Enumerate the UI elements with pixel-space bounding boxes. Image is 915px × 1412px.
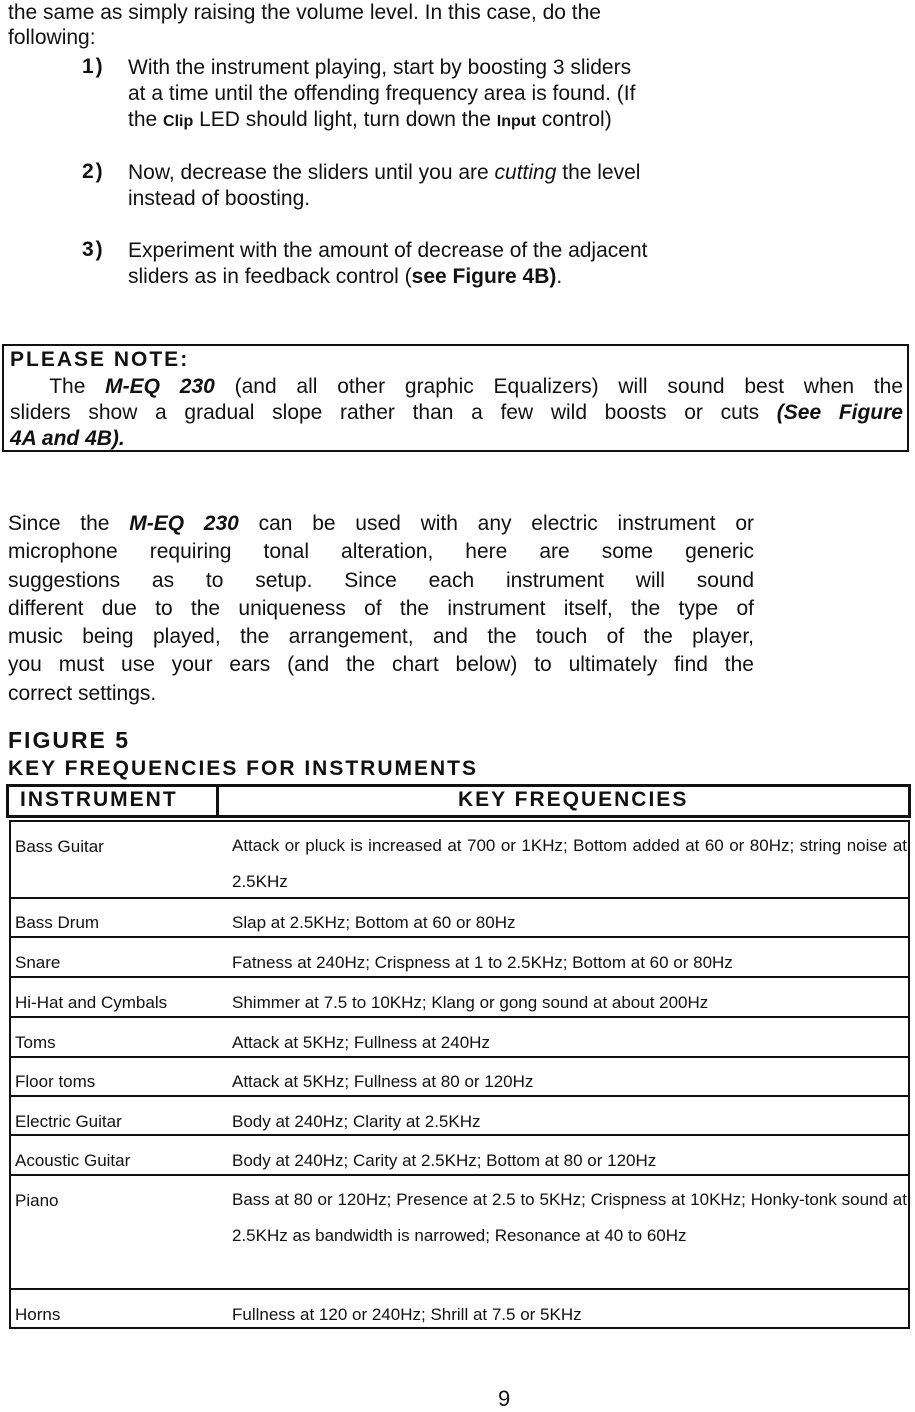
- column-header-instrument: INSTRUMENT: [20, 788, 178, 811]
- table-header-divider: [216, 784, 219, 818]
- step-text: instead of boosting.: [128, 187, 311, 210]
- note-heading: PLEASE NOTE:: [10, 348, 190, 371]
- row-divider: [9, 1174, 910, 1176]
- step-text: With the instrument playing, start by boosting 3 sliders: [128, 56, 632, 79]
- note-line: sliders show a gradual slope rather than a few wild boosts or cuts (See Figure: [10, 401, 903, 424]
- table-row-frequencies: Bass at 80 or 120Hz; Presence at 2.5 to 5KHz; Crispness at 10KHz; Honky-tonk sound at 2.5KHz as bandwidth is narrowed; Resonance at 40 to 60Hz: [232, 1190, 907, 1245]
- row-divider: [9, 1095, 910, 1097]
- table-row-frequencies: Fullness at 120 or 240Hz; Shrill at 7.5 or 5KHz: [232, 1305, 582, 1324]
- step-text: sliders as in feedback control (see Figure 4B).: [128, 265, 563, 288]
- table-row-instrument: Bass Guitar: [15, 837, 104, 856]
- input-label: Input: [496, 113, 536, 130]
- step-text: the Clip LED should light, turn down the Input control): [128, 108, 612, 131]
- table-row-instrument: Snare: [15, 953, 61, 972]
- table-row-frequencies: Shimmer at 7.5 to 10KHz; Klang or gong sound at about 200Hz: [232, 993, 709, 1012]
- row-divider: [9, 936, 910, 938]
- step-text: at a time until the offending frequency area is found. (If: [128, 82, 636, 105]
- table-row-instrument: Horns: [15, 1305, 61, 1324]
- note-box: [2, 344, 909, 452]
- clip-label: Clip: [163, 113, 194, 130]
- figure-subtitle: KEY FREQUENCIES FOR INSTRUMENTS: [8, 757, 478, 780]
- table-row-frequencies: Attack at 5KHz; Fullness at 80 or 120Hz: [232, 1072, 534, 1091]
- column-header-frequencies: KEY FREQUENCIES: [458, 788, 689, 811]
- table-row-frequencies: Body at 240Hz; Carity at 2.5KHz; Bottom at 80 or 120Hz: [232, 1151, 657, 1170]
- page-number: 9: [498, 1386, 511, 1411]
- table-row-frequencies: Body at 240Hz; Clarity at 2.5KHz: [232, 1112, 481, 1131]
- row-divider: [9, 1288, 910, 1290]
- table-row-frequencies: Attack or pluck is increased at 700 or 1KHz; Bottom added at 60 or 80Hz; string noise at 2.5KHz: [232, 836, 907, 891]
- table-row-frequencies: Attack at 5KHz; Fullness at 240Hz: [232, 1033, 490, 1052]
- row-divider: [9, 1134, 910, 1136]
- table-row-instrument: Hi-Hat and Cymbals: [15, 993, 168, 1012]
- intro-line: the same as simply raising the volume level. In this case, do the: [8, 1, 601, 24]
- step-number: 2): [82, 160, 105, 183]
- table-row-frequencies: Slap at 2.5KHz; Bottom at 60 or 80Hz: [232, 913, 516, 932]
- table-row-instrument: Electric Guitar: [15, 1112, 122, 1131]
- row-divider: [9, 976, 910, 978]
- body-paragraph: Since the M-EQ 230 can be used with any electric instrument or microphone requiring tonal alteration, here are some generic suggestions as to setup. Since each instrument will sound different due to the uniqueness of the instrument itself, the type of music being played, the arrangement, and the touch of the player, you must use your ears (and the chart below) to ultimately find the correct settings.: [8, 512, 754, 705]
- step-number: 1): [82, 55, 105, 78]
- row-divider: [9, 1056, 910, 1058]
- intro-line: following:: [8, 26, 96, 49]
- step-text: Now, decrease the sliders until you are cutting the level: [128, 161, 641, 184]
- figure-title: FIGURE 5: [8, 727, 131, 753]
- note-line: 4A and 4B).: [10, 427, 125, 450]
- table-row-instrument: Bass Drum: [15, 913, 100, 932]
- table-row-frequencies: Fatness at 240Hz; Crispness at 1 to 2.5KHz; Bottom at 60 or 80Hz: [232, 953, 733, 972]
- note-line: The M-EQ 230 (and all other graphic Equalizers) will sound best when the: [10, 375, 903, 398]
- table-row-instrument: Floor toms: [15, 1072, 96, 1091]
- table-row-instrument: Acoustic Guitar: [15, 1151, 131, 1170]
- step-number: 3): [82, 238, 105, 261]
- step-text: Experiment with the amount of decrease of the adjacent: [128, 239, 648, 262]
- table-row-instrument: Piano: [15, 1191, 59, 1210]
- row-divider: [9, 1016, 910, 1018]
- table-row-instrument: Toms: [15, 1033, 56, 1052]
